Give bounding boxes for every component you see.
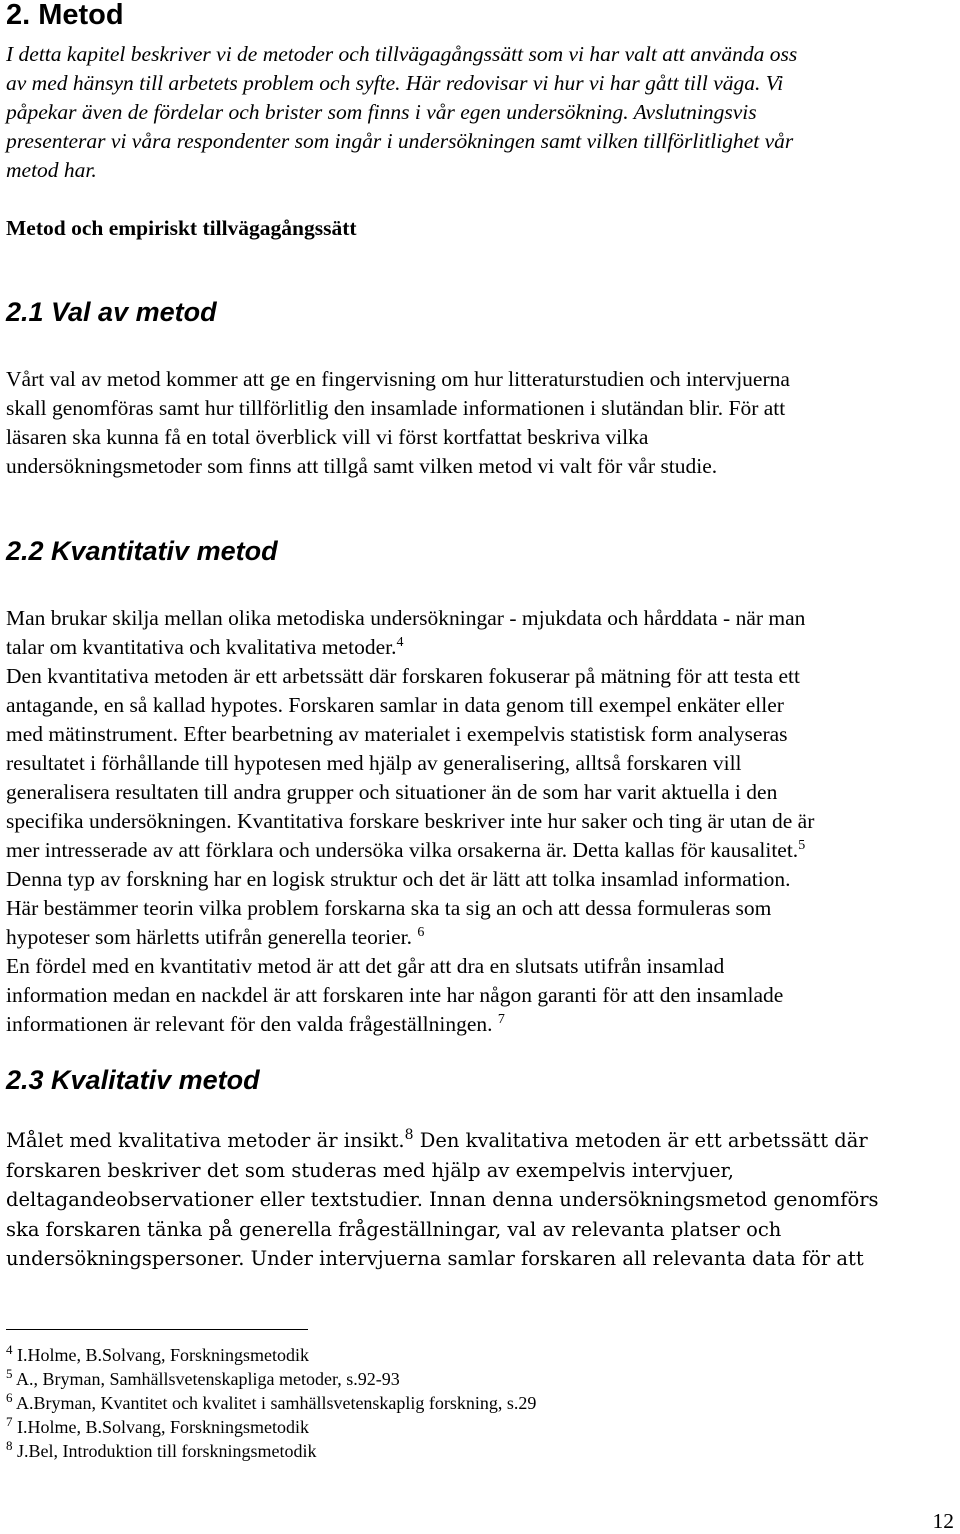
chapter-title: 2. Metod bbox=[6, 0, 124, 31]
footnote-ref: 6 bbox=[417, 925, 425, 940]
footnote-ref: 7 bbox=[497, 1012, 505, 1027]
body-line: specifika undersökningen. Kvantitativa forskare beskriver inte hur saker och ting är utan de är bbox=[6, 809, 815, 833]
body-line: forskaren beskriver det som studeras med hjälp av exempelvis intervjuer, bbox=[6, 1158, 734, 1182]
body-line: undersökningspersoner. Under intervjuerna samlar forskaren all relevanta data för att bbox=[6, 1247, 864, 1270]
section-2-1-heading: 2.1 Val av metod bbox=[6, 297, 217, 327]
body-line: information medan en nackdel är att forskaren inte har någon garanti för att den insamlade bbox=[6, 983, 784, 1007]
body-line: med mätinstrument. Efter bearbetning av materialet i exempelvis statistisk form analyseras bbox=[6, 722, 788, 746]
body-text: informationen är relevant för den valda frågeställningen. bbox=[6, 1012, 493, 1036]
footnote-number: 6 bbox=[6, 1390, 13, 1405]
body-text: talar om kvantitativa och kvalitativa metoder. bbox=[6, 635, 397, 659]
body-line bbox=[6, 923, 952, 952]
footnote-text: I.Holme, B.Solvang, Forskningsmetodik bbox=[17, 1417, 309, 1437]
section-2-3-heading: 2.3 Kvalitativ metod bbox=[6, 1065, 260, 1095]
body-text: hypoteser som härletts utifrån generella teorier. bbox=[6, 925, 412, 949]
footnote-text: A., Bryman, Samhällsvetenskapliga metoder, s.92-93 bbox=[16, 1369, 400, 1389]
footnote-text: A.Bryman, Kvantitet och kvalitet i samhällsvetenskaplig forskning, s.29 bbox=[16, 1393, 537, 1413]
body-line: Den kvantitativa metoden är ett arbetssätt där forskaren fokuserar på mätning för att testa ett bbox=[6, 664, 800, 688]
footnote bbox=[6, 1391, 536, 1415]
chapter-intro bbox=[6, 40, 946, 185]
body-line: generalisera resultaten till andra grupper och situationer än de som har varit aktuella i den bbox=[6, 780, 778, 804]
footnote bbox=[6, 1343, 309, 1367]
footnote-number: 5 bbox=[6, 1366, 13, 1381]
footnote-ref: 8 bbox=[404, 1127, 414, 1143]
footnote-divider bbox=[6, 1329, 308, 1330]
footnote bbox=[6, 1415, 309, 1439]
footnote-ref: 4 bbox=[396, 635, 404, 650]
footnote-number: 8 bbox=[6, 1438, 13, 1453]
section-2-2-heading: 2.2 Kvantitativ metod bbox=[6, 536, 278, 566]
intro-line: metod har. bbox=[6, 158, 97, 182]
body-line: Vårt val av metod kommer att ge en fingervisning om hur litteraturstudien och intervjuerna bbox=[6, 367, 790, 391]
section-2-3-body bbox=[6, 1126, 952, 1274]
body-line bbox=[6, 1010, 952, 1039]
body-text: Den kvalitativa metoden är ett arbetssätt där bbox=[413, 1129, 868, 1152]
body-line: En fördel med en kvantitativ metod är att det går att dra en slutsats utifrån insamlad bbox=[6, 954, 725, 978]
footnote bbox=[6, 1367, 400, 1391]
footnote-text: I.Holme, B.Solvang, Forskningsmetodik bbox=[17, 1345, 309, 1365]
footnote-text: J.Bel, Introduktion till forskningsmetodik bbox=[17, 1441, 317, 1461]
page-number: 12 bbox=[932, 1509, 954, 1533]
body-line: Denna typ av forskning har en logisk struktur och det är lätt att tolka insamlad information. bbox=[6, 867, 791, 891]
body-line bbox=[6, 1126, 952, 1156]
body-line bbox=[6, 836, 952, 865]
footnote-ref: 5 bbox=[798, 838, 806, 853]
body-line: skall genomföras samt hur tillförlitlig den insamlade informationen i slutändan blir. För att bbox=[6, 396, 786, 420]
footnote bbox=[6, 1439, 317, 1463]
body-line: antagande, en så kallad hypotes. Forskaren samlar in data genom till exempel enkäter eller bbox=[6, 693, 784, 717]
body-line bbox=[6, 633, 952, 662]
intro-line: påpekar även de fördelar och brister som finns i vår egen undersökning. Avslutningsvis bbox=[6, 100, 757, 124]
body-text: Målet med kvalitativa metoder är insikt. bbox=[6, 1129, 405, 1152]
intro-line: av med hänsyn till arbetets problem och syfte. Här redovisar vi hur vi har gått till väga. Vi bbox=[6, 71, 784, 95]
body-line: ska forskaren tänka på generella frågeställningar, val av relevanta platser och bbox=[6, 1217, 782, 1241]
section-2-2-body bbox=[6, 604, 952, 1039]
body-line: läsaren ska kunna få en total överblick vill vi först kortfattat beskriva vilka bbox=[6, 425, 649, 449]
footnote-number: 4 bbox=[6, 1342, 13, 1357]
method-subheading: Metod och empiriskt tillvägagångssätt bbox=[6, 216, 357, 240]
section-2-1-body bbox=[6, 365, 952, 481]
body-line: resultatet i förhållande till hypotesen med hjälp av generalisering, alltså forskaren vill bbox=[6, 751, 742, 775]
body-line: undersökningsmetoder som finns att tillgå samt vilken metod vi valt för vår studie. bbox=[6, 454, 718, 478]
intro-line: presenterar vi våra respondenter som ingår i undersökningen samt vilken tillförlitlighet vår bbox=[6, 129, 794, 153]
body-line: Man brukar skilja mellan olika metodiska undersökningar - mjukdata och hårddata - när man bbox=[6, 606, 806, 630]
intro-line: I detta kapitel beskriver vi de metoder och tillvägagångssätt som vi har valt att använda oss bbox=[6, 42, 798, 66]
footnote-number: 7 bbox=[6, 1414, 13, 1429]
body-line: deltagandeobservationer eller textstudier. Innan denna undersökningsmetod genomförs bbox=[6, 1188, 879, 1211]
body-line: Här bestämmer teorin vilka problem forskarna ska ta sig an och att dessa formuleras som bbox=[6, 896, 772, 920]
body-text: mer intresserade av att förklara och undersöka vilka orsakerna är. Detta kallas för kausalitet. bbox=[6, 838, 799, 862]
